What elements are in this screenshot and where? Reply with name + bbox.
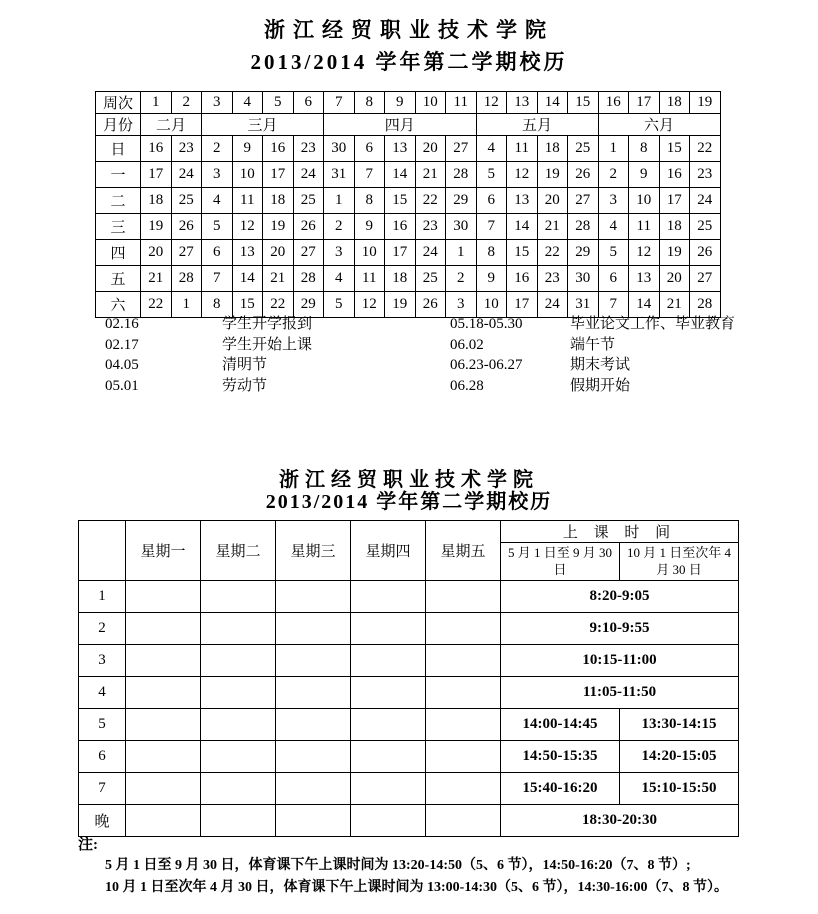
schedule-slot-cell [276,709,351,741]
time-summer: 14:50-15:35 [501,741,620,773]
calendar-table [95,91,721,318]
date-cell: 31 [568,292,599,318]
date-cell: 4 [324,266,355,292]
week-number: 19 [690,92,721,114]
date-cell: 11 [629,214,660,240]
event-row [0,314,818,335]
date-cell: 9 [232,136,263,162]
date-cell: 11 [507,136,538,162]
date-cell: 27 [690,266,721,292]
date-cell: 14 [629,292,660,318]
schedule-slot-cell [276,645,351,677]
event-date: 04.05 [105,357,139,373]
event-date: 02.17 [105,336,139,353]
date-cell: 12 [507,162,538,188]
week-number: 15 [568,92,599,114]
date-cell: 7 [476,214,507,240]
date-cell: 26 [568,162,599,188]
date-cell: 23 [537,266,568,292]
date-cell: 18 [659,214,690,240]
schedule-slot-cell [351,805,426,837]
date-cell: 3 [446,292,477,318]
date-cell: 7 [354,162,385,188]
date-cell: 20 [415,136,446,162]
page2-title-line2: 2013/2014 学年第二学期校历 [265,491,553,513]
month-cell: 六月 [598,114,720,136]
schedule-slot-cell [201,645,276,677]
week-number: 2 [171,92,202,114]
time-summer: 14:00-14:45 [501,709,620,741]
date-cell: 20 [263,240,294,266]
date-cell: 29 [446,188,477,214]
date-cell: 24 [293,162,324,188]
schedule-slot-cell [201,773,276,805]
date-cell: 28 [690,292,721,318]
event-date: 02.16 [105,316,139,332]
week-number: 9 [385,92,416,114]
period-label: 4 [79,677,126,709]
note-line-summer: 5 月 1 日至 9 月 30 日，体育课下午上课时间为 13:20-14:50（5、6 节），14:50-16:20（7、8 节）; [105,858,691,873]
week-number: 16 [598,92,629,114]
schedule-slot-cell [276,677,351,709]
schedule-slot-cell [351,741,426,773]
weekday-label: 二 [96,188,141,214]
schedule-slot-cell [426,581,501,613]
date-cell: 23 [690,162,721,188]
schedule-slot-cell [426,709,501,741]
schedule-slot-cell [426,741,501,773]
event-row [0,376,818,397]
date-cell: 15 [507,240,538,266]
date-cell: 30 [446,214,477,240]
time-range-subheader: 10 月 1 日至次年 4 月 30 日 [620,543,739,581]
date-cell: 12 [629,240,660,266]
day-header: 星期二 [201,521,276,581]
note-line-winter: 10 月 1 日至次年 4 月 30 日，体育课下午上课时间为 13:00-14:30（5、6 节），14:30-16:00（7、8 节）。 [105,880,728,895]
date-cell: 25 [568,136,599,162]
date-cell: 6 [202,240,233,266]
day-header: 星期三 [276,521,351,581]
time-winter: 14:20-15:05 [620,741,739,773]
date-cell: 24 [690,188,721,214]
weekday-label: 五 [96,266,141,292]
period-label: 2 [79,613,126,645]
schedule-slot-cell [126,677,201,709]
events-list [0,314,818,396]
schedule-table [78,520,739,837]
date-cell: 5 [202,214,233,240]
event-desc: 端午节 [570,336,616,353]
date-cell: 24 [171,162,202,188]
date-cell: 9 [354,214,385,240]
schedule-slot-cell [276,613,351,645]
week-number: 7 [324,92,355,114]
weekday-label: 六 [96,292,141,318]
week-number: 11 [446,92,477,114]
notes-section [78,835,818,899]
date-cell: 4 [476,136,507,162]
schedule-slot-cell [276,773,351,805]
schedule-slot-cell [351,709,426,741]
schedule-slot-cell [201,741,276,773]
time-winter: 15:10-15:50 [620,773,739,805]
date-cell: 15 [659,136,690,162]
date-cell: 2 [202,136,233,162]
date-cell: 2 [324,214,355,240]
date-cell: 17 [659,188,690,214]
event-desc: 劳动节 [222,377,268,394]
date-cell: 20 [659,266,690,292]
week-number: 12 [476,92,507,114]
date-cell: 22 [415,188,446,214]
date-cell: 1 [446,240,477,266]
week-number: 4 [232,92,263,114]
date-cell: 1 [171,292,202,318]
date-cell: 16 [659,162,690,188]
date-cell: 8 [354,188,385,214]
date-cell: 12 [354,292,385,318]
weekday-label: 四 [96,240,141,266]
date-cell: 27 [171,240,202,266]
week-number: 17 [629,92,660,114]
month-cell: 二月 [141,114,202,136]
date-cell: 6 [354,136,385,162]
schedule-slot-cell [276,805,351,837]
date-cell: 18 [141,188,172,214]
date-cell: 2 [446,266,477,292]
week-number: 5 [263,92,294,114]
schedule-slot-cell [426,645,501,677]
period-label: 3 [79,645,126,677]
date-cell: 25 [171,188,202,214]
date-cell: 3 [202,162,233,188]
schedule-slot-cell [126,613,201,645]
schedule-slot-cell [426,773,501,805]
date-cell: 3 [324,240,355,266]
schedule-corner-cell [79,521,126,581]
date-cell: 16 [141,136,172,162]
event-date: 06.28 [450,377,484,394]
date-cell: 5 [598,240,629,266]
date-cell: 23 [171,136,202,162]
time-winter: 13:30-14:15 [620,709,739,741]
date-cell: 21 [141,266,172,292]
date-cell: 20 [537,188,568,214]
event-date: 06.02 [450,336,484,353]
date-cell: 6 [476,188,507,214]
schedule-slot-cell [276,741,351,773]
week-number: 6 [293,92,324,114]
week-number: 14 [537,92,568,114]
date-cell: 17 [263,162,294,188]
period-label: 6 [79,741,126,773]
date-cell: 20 [141,240,172,266]
date-cell: 12 [232,214,263,240]
date-cell: 15 [232,292,263,318]
schedule-slot-cell [126,645,201,677]
date-cell: 26 [415,292,446,318]
date-cell: 24 [415,240,446,266]
date-cell: 17 [141,162,172,188]
date-cell: 23 [293,136,324,162]
time-merged: 11:05-11:50 [501,677,739,709]
schedule-slot-cell [126,773,201,805]
date-cell: 23 [415,214,446,240]
schedule-slot-cell [426,805,501,837]
time-summer: 15:40-16:20 [501,773,620,805]
date-cell: 5 [476,162,507,188]
time-merged: 8:20-9:05 [501,581,739,613]
date-cell: 24 [537,292,568,318]
date-cell: 1 [324,188,355,214]
date-cell: 18 [385,266,416,292]
week-number: 3 [202,92,233,114]
date-cell: 17 [385,240,416,266]
class-time-header: 上 课 时 间 [501,521,739,543]
date-cell: 10 [476,292,507,318]
date-cell: 4 [598,214,629,240]
period-label: 1 [79,581,126,613]
date-cell: 2 [598,162,629,188]
date-cell: 13 [507,188,538,214]
period-label: 7 [79,773,126,805]
date-cell: 10 [232,162,263,188]
month-cell: 三月 [202,114,324,136]
date-cell: 4 [202,188,233,214]
schedule-slot-cell [201,677,276,709]
date-cell: 8 [629,136,660,162]
date-cell: 28 [446,162,477,188]
schedule-slot-cell [351,677,426,709]
period-label: 晚 [79,805,126,837]
event-desc: 清明节 [222,357,268,373]
date-cell: 22 [537,240,568,266]
schedule-slot-cell [201,581,276,613]
date-cell: 15 [385,188,416,214]
schedule-slot-cell [201,709,276,741]
date-cell: 5 [324,292,355,318]
date-cell: 27 [293,240,324,266]
schedule-slot-cell [351,773,426,805]
date-cell: 14 [507,214,538,240]
date-cell: 29 [568,240,599,266]
month-header-label: 月份 [96,114,141,136]
month-cell: 四月 [324,114,477,136]
date-cell: 22 [690,136,721,162]
date-cell: 25 [690,214,721,240]
month-cell: 五月 [476,114,598,136]
date-cell: 16 [385,214,416,240]
date-cell: 13 [629,266,660,292]
event-desc: 学生开学报到 [222,316,313,332]
week-number: 1 [141,92,172,114]
schedule-slot-cell [201,613,276,645]
date-cell: 22 [141,292,172,318]
date-cell: 26 [171,214,202,240]
date-cell: 11 [232,188,263,214]
date-cell: 16 [507,266,538,292]
day-header: 星期四 [351,521,426,581]
date-cell: 1 [598,136,629,162]
time-merged: 9:10-9:55 [501,613,739,645]
page2-title-line1: 浙江经贸职业技术学院 [279,469,539,491]
date-cell: 30 [324,136,355,162]
event-date: 05.01 [105,377,139,394]
date-cell: 8 [476,240,507,266]
event-desc: 期末考试 [570,357,631,373]
date-cell: 19 [659,240,690,266]
date-cell: 3 [598,188,629,214]
page1-title-line1: 浙江经贸职业技术学院 [264,18,554,42]
weekday-label: 日 [96,136,141,162]
date-cell: 28 [171,266,202,292]
date-cell: 25 [415,266,446,292]
date-cell: 18 [537,136,568,162]
date-cell: 27 [446,136,477,162]
date-cell: 7 [598,292,629,318]
date-cell: 22 [263,292,294,318]
date-cell: 6 [598,266,629,292]
event-desc: 毕业论文工作、毕业教育 [570,316,736,332]
date-cell: 28 [568,214,599,240]
schedule-slot-cell [126,741,201,773]
schedule-slot-cell [426,613,501,645]
date-cell: 19 [141,214,172,240]
date-cell: 10 [354,240,385,266]
date-cell: 16 [263,136,294,162]
week-number: 13 [507,92,538,114]
page1-title-line2: 2013/2014 学年第二学期校历 [250,50,568,74]
date-cell: 9 [629,162,660,188]
schedule-slot-cell [276,581,351,613]
date-cell: 13 [232,240,263,266]
date-cell: 26 [293,214,324,240]
time-merged: 18:30-20:30 [501,805,739,837]
date-cell: 21 [415,162,446,188]
week-header-label: 周次 [96,92,141,114]
schedule-slot-cell [351,581,426,613]
period-label: 5 [79,709,126,741]
date-cell: 8 [202,292,233,318]
week-number: 10 [415,92,446,114]
date-cell: 17 [507,292,538,318]
event-desc: 假期开始 [570,377,631,394]
event-desc: 学生开始上课 [222,336,313,353]
week-number: 18 [659,92,690,114]
date-cell: 26 [690,240,721,266]
date-cell: 21 [263,266,294,292]
weekday-label: 三 [96,214,141,240]
event-row [0,335,818,356]
time-merged: 10:15-11:00 [501,645,739,677]
date-cell: 29 [293,292,324,318]
weekday-label: 一 [96,162,141,188]
date-cell: 28 [293,266,324,292]
date-cell: 31 [324,162,355,188]
event-row [0,355,818,376]
date-cell: 19 [385,292,416,318]
date-cell: 25 [293,188,324,214]
date-cell: 11 [354,266,385,292]
time-range-subheader: 5 月 1 日至 9 月 30 日 [501,543,620,581]
date-cell: 18 [263,188,294,214]
date-cell: 14 [232,266,263,292]
schedule-slot-cell [201,805,276,837]
date-cell: 7 [202,266,233,292]
date-cell: 9 [476,266,507,292]
date-cell: 10 [629,188,660,214]
schedule-slot-cell [351,645,426,677]
schedule-slot-cell [126,709,201,741]
schedule-slot-cell [351,613,426,645]
date-cell: 21 [659,292,690,318]
date-cell: 13 [385,136,416,162]
day-header: 星期五 [426,521,501,581]
event-date: 05.18-05.30 [450,316,523,332]
date-cell: 30 [568,266,599,292]
day-header: 星期一 [126,521,201,581]
schedule-slot-cell [426,677,501,709]
date-cell: 19 [537,162,568,188]
schedule-slot-cell [126,581,201,613]
notes-label: 注: [78,837,98,853]
week-number: 8 [354,92,385,114]
date-cell: 21 [537,214,568,240]
date-cell: 14 [385,162,416,188]
event-date: 06.23-06.27 [450,357,523,373]
schedule-slot-cell [126,805,201,837]
date-cell: 27 [568,188,599,214]
date-cell: 19 [263,214,294,240]
